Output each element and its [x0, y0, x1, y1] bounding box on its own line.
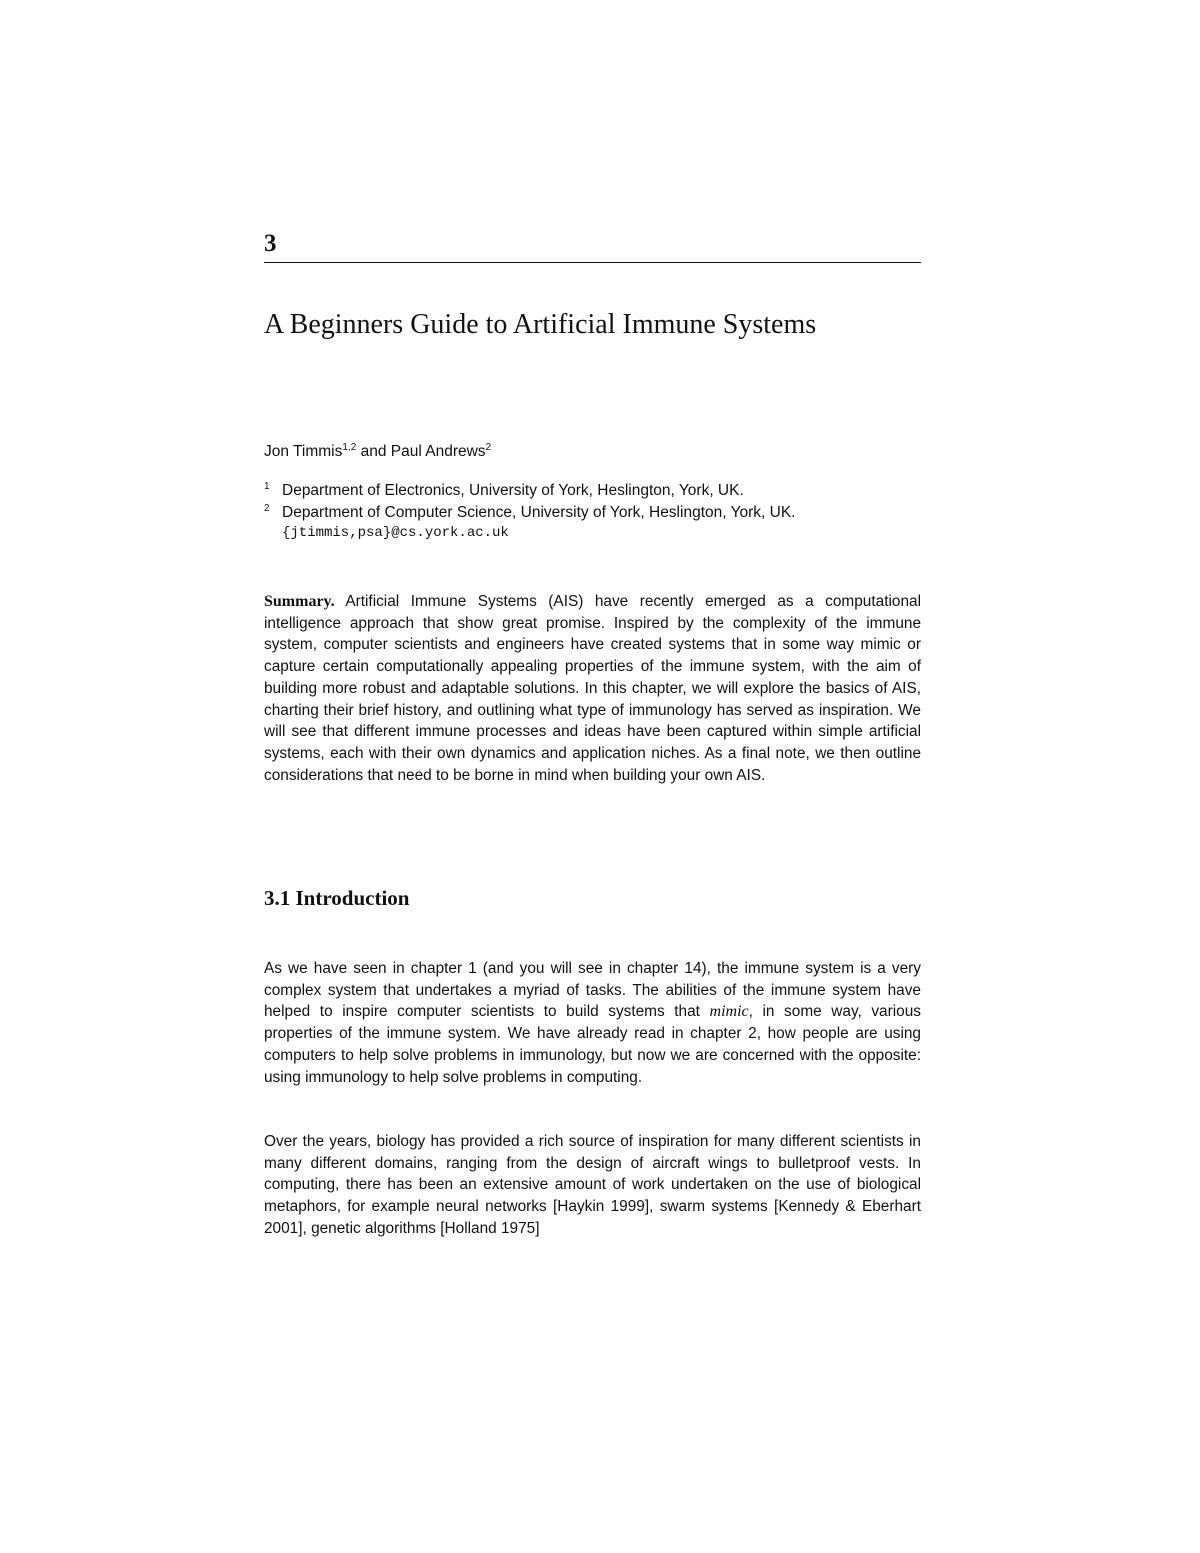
chapter-number: 3 — [264, 230, 277, 257]
section-heading: 3.1 Introduction — [264, 886, 410, 910]
paper-page — [264, 0, 921, 1553]
chapter-title: A Beginners Guide to Artificial Immune Systems — [264, 309, 817, 340]
author-2-name: Paul Andrews — [390, 443, 486, 460]
summary-label: Summary. — [264, 593, 335, 610]
summary-text: Artificial Immune Systems (AIS) have recently emerged as a computational intelligence approach that show great promise. Inspired by the complexity of the immune system, computer scientists and engineers have created systems that in some way mimic or capture certain computationally appealing properties of the immune system, with the aim of building more robust and adaptable solutions. In this chapter, we will explore the basics of AIS, charting their brief history, and outlining what type of immunology has served as inspiration. We will see that different immune processes and ideas have been captured within simple artificial systems, each with their own dynamics and application niches. As a final note, we then outline considerations that need to be borne in mind when building your own AIS. — [264, 593, 921, 784]
author-email: {jtimmis,psa}@cs.york.ac.uk — [282, 525, 509, 541]
intro-paragraph-1 — [264, 958, 921, 1088]
affiliation-1 — [264, 480, 921, 502]
affiliation-2-text: Department of Computer Science, University of York, Heslington, York, UK. — [282, 503, 796, 521]
intro-paragraph-2: Over the years, biology has provided a rich source of inspiration for many different scientists in many different domains, ranging from the design of aircraft wings to bulletproof vests. In computing, there has been an extensive amount of work undertaken on the use of biological metaphors, for example neural networks [Haykin 1999], swarm systems [Kennedy & Eberhart 2001], genetic algorithms [Holland 1975] — [264, 1133, 921, 1237]
affiliation-1-text: Department of Electronics, University of York, Heslington, York, UK. — [282, 482, 744, 499]
author-connector: and — [360, 443, 387, 460]
intro-paragraph-1-before: As we have seen in chapter 1 (and you will see in chapter 14), the immune system is a very complex system that undertakes a myriad of tasks. The abilities of the immune system have helped to inspire computer scientists to build systems that — [264, 960, 921, 1021]
affiliation-2 — [264, 502, 921, 524]
affiliations — [264, 480, 921, 545]
author-line — [264, 441, 491, 463]
chapter-rule — [264, 262, 921, 263]
author-1-name: Jon Timmis — [264, 443, 343, 460]
affiliation-2-mark: 2 — [264, 502, 270, 514]
intro-paragraph-1-after: , in some way, various properties of the immune system. We have already read in chapter 2, how people are using computers to help solve problems in immunology, but now we are concerned with the opposite: using immunology to help solve problems in computing. — [264, 1003, 921, 1086]
affiliation-1-mark: 1 — [264, 481, 270, 492]
intro-paragraph-1-emphasis: mimic — [709, 1003, 749, 1021]
summary-paragraph — [264, 591, 921, 786]
author-2-affil-marks: 2 — [485, 442, 492, 453]
author-1-affil-marks: 1,2 — [342, 442, 357, 453]
